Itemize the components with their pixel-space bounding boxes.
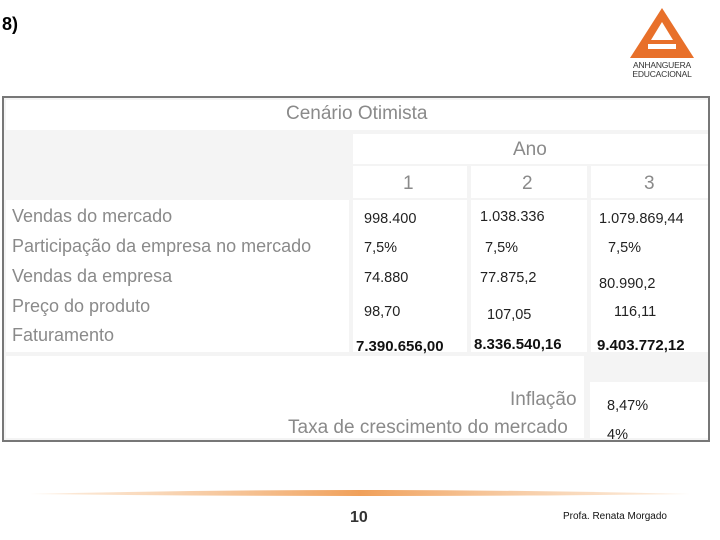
row-label-revenue: Faturamento — [12, 325, 115, 345]
row-label-market-share: Participação da empresa no mercado — [12, 236, 312, 256]
market-sales-year-1: 998.400 — [364, 211, 417, 227]
market-sales-year-3: 1.079.869,44 — [599, 211, 684, 227]
company-sales-year-1: 74.880 — [364, 270, 409, 286]
market-share-year-1: 7,5% — [364, 240, 398, 256]
product-price-year-3: 116,11 — [614, 304, 657, 320]
logo-text-line2: EDUCACIONAL — [632, 69, 692, 79]
market-share-year-3: 7,5% — [608, 240, 642, 256]
logo-text-line1: ANHANGUERA — [633, 60, 691, 70]
company-sales-year-3: 80.990,2 — [599, 276, 656, 292]
year-1-header: 1 — [403, 173, 414, 194]
author-credit: Profa. Renata Morgado — [563, 511, 667, 522]
row-label-market-sales: Vendas do mercado — [12, 206, 173, 226]
inflation-value: 8,47% — [607, 398, 649, 414]
year-group-header: Ano — [513, 139, 547, 160]
anhanguera-logo — [626, 6, 698, 80]
revenue-year-3: 9.403.772,12 — [597, 337, 685, 354]
product-price-year-1: 98,70 — [364, 304, 401, 320]
table-title: Cenário Otimista — [286, 103, 428, 124]
market-growth-label: Taxa de crescimento do mercado — [288, 417, 568, 438]
triangle-logo-icon — [626, 6, 698, 60]
market-share-year-2: 7,5% — [485, 240, 519, 256]
footer-swoosh — [30, 489, 690, 497]
row-label-product-price: Preço do produto — [12, 296, 151, 316]
market-growth-value: 4% — [607, 427, 628, 443]
revenue-year-2: 8.336.540,16 — [474, 336, 562, 353]
page-number: 10 — [350, 509, 368, 526]
slide-number: 8) — [2, 14, 19, 34]
year-2-header: 2 — [522, 173, 533, 194]
market-sales-year-2: 1.038.336 — [480, 209, 545, 225]
company-sales-year-2: 77.875,2 — [480, 270, 537, 286]
revenue-year-1: 7.390.656,00 — [356, 338, 444, 355]
row-label-company-sales: Vendas da empresa — [12, 266, 173, 286]
product-price-year-2: 107,05 — [487, 307, 532, 323]
inflation-label: Inflação — [510, 389, 577, 410]
year-3-header: 3 — [644, 173, 655, 194]
